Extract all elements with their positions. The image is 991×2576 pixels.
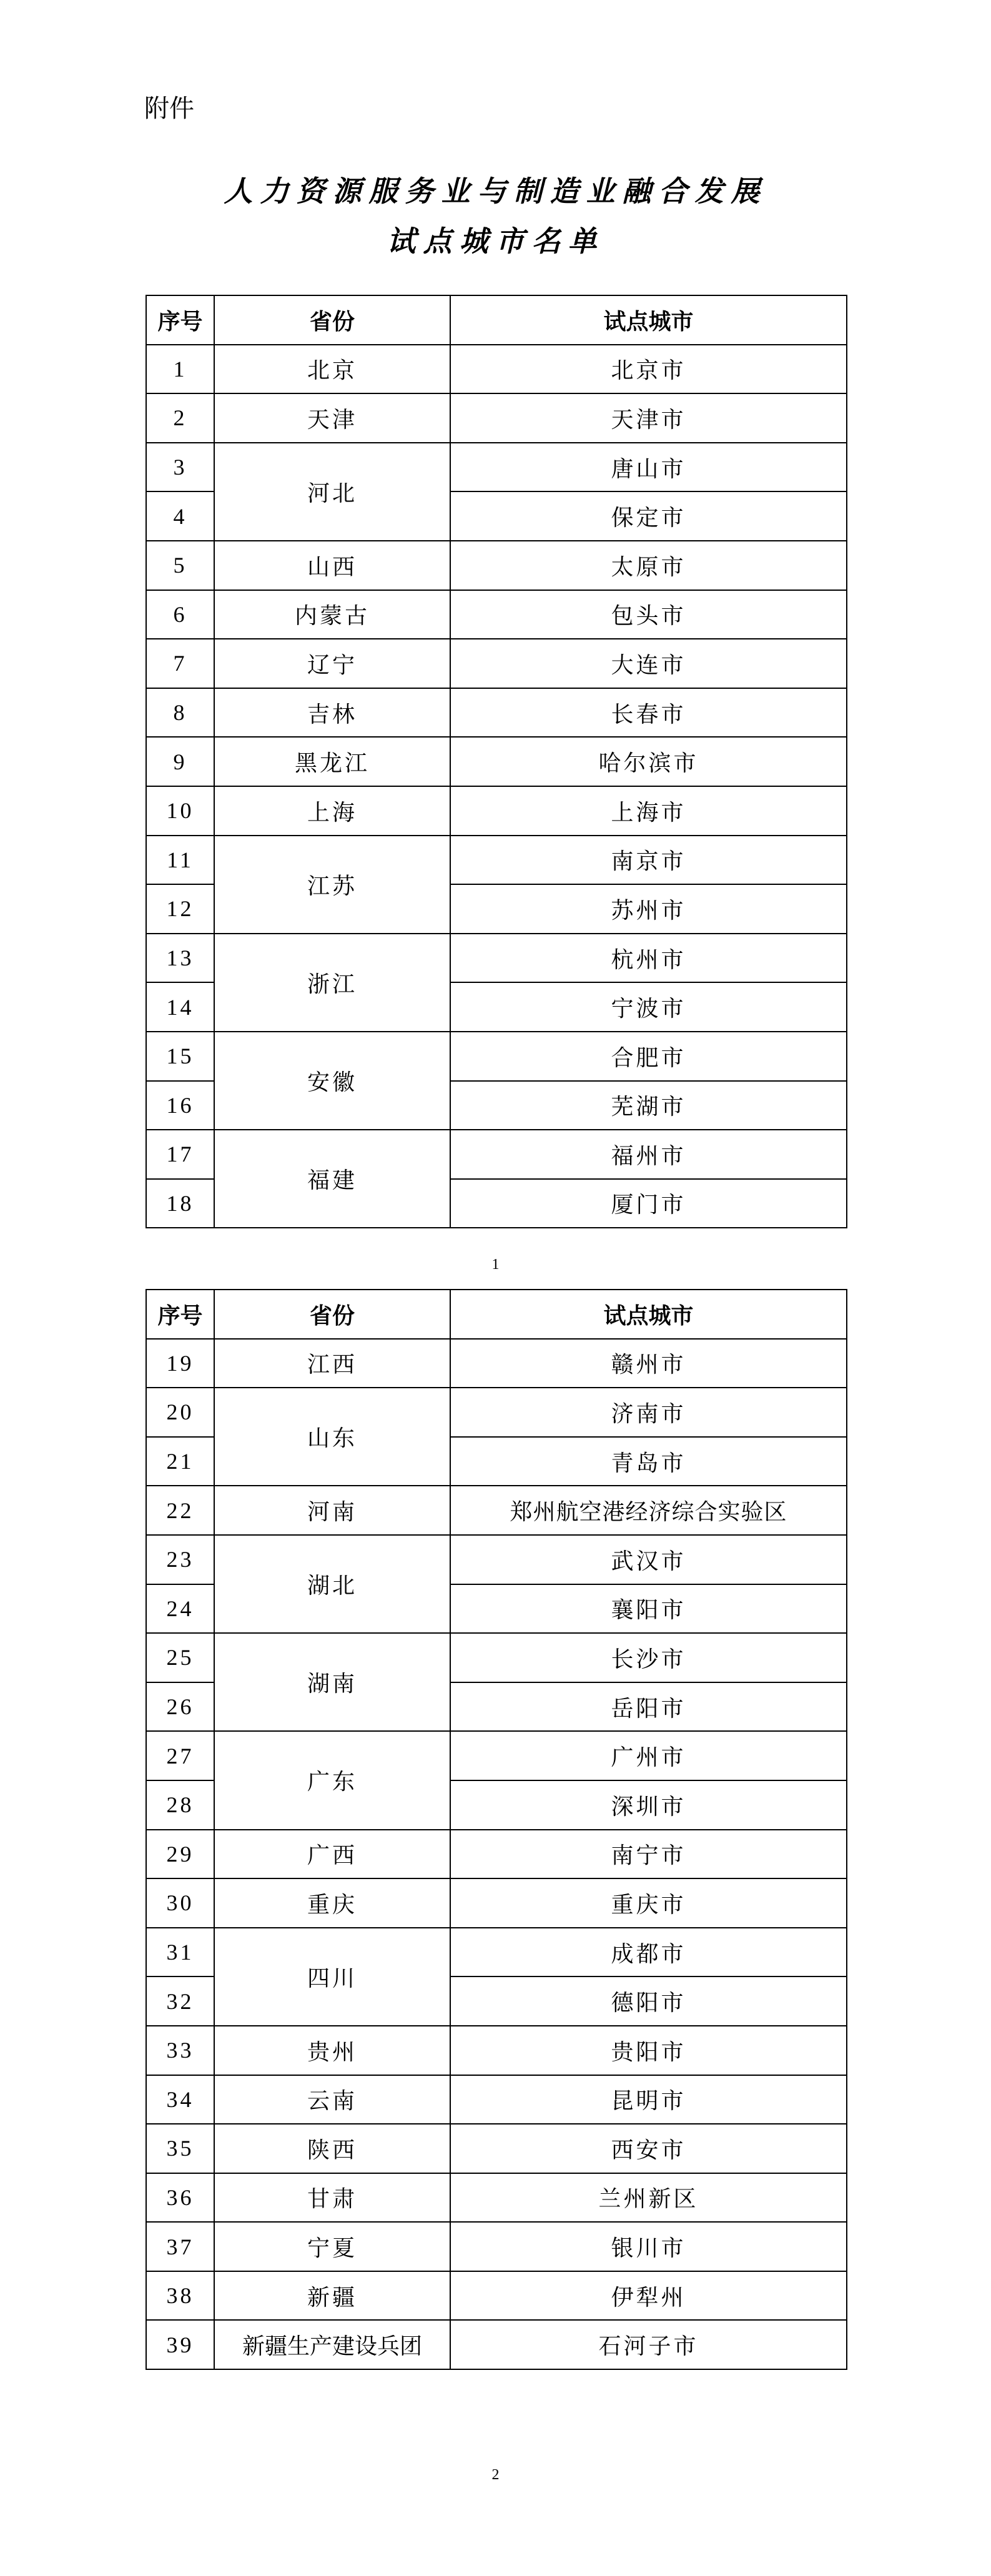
cell-index: 34 <box>146 2075 214 2124</box>
table-row <box>146 1339 847 1388</box>
cell-index: 28 <box>146 1780 214 1830</box>
cell-city: 大连市 <box>450 639 847 688</box>
cell-index: 35 <box>146 2124 214 2173</box>
cell-province: 安徽 <box>214 1032 450 1130</box>
cell-index: 30 <box>146 1878 214 1928</box>
cell-province: 河南 <box>214 1486 450 1535</box>
cell-city: 西安市 <box>450 2124 847 2173</box>
cell-index: 11 <box>146 836 214 885</box>
header-index: 序号 <box>146 295 214 345</box>
cell-province: 湖南 <box>214 1633 450 1731</box>
cell-index: 16 <box>146 1081 214 1130</box>
cell-province: 宁夏 <box>214 2222 450 2271</box>
table-row <box>146 688 847 738</box>
cell-city: 合肥市 <box>450 1032 847 1081</box>
cell-city: 福州市 <box>450 1130 847 1179</box>
cell-province: 甘肃 <box>214 2173 450 2223</box>
header-city: 试点城市 <box>450 1290 847 1339</box>
cell-city: 北京市 <box>450 345 847 394</box>
cell-index: 3 <box>146 443 214 492</box>
cell-city: 贵阳市 <box>450 2026 847 2075</box>
page-number: 1 <box>491 1256 500 1273</box>
cell-province: 陕西 <box>214 2124 450 2173</box>
cell-index: 8 <box>146 688 214 738</box>
table-row <box>146 345 847 394</box>
header-province: 省份 <box>214 295 450 345</box>
cell-province: 云南 <box>214 2075 450 2124</box>
cell-index: 36 <box>146 2173 214 2223</box>
cell-index: 33 <box>146 2026 214 2075</box>
cell-city: 厦门市 <box>450 1179 847 1228</box>
cell-city: 济南市 <box>450 1388 847 1437</box>
cell-index: 6 <box>146 590 214 639</box>
table-row <box>146 1731 847 1780</box>
cell-city: 昆明市 <box>450 2075 847 2124</box>
cell-index: 27 <box>146 1731 214 1780</box>
cell-index: 24 <box>146 1584 214 1634</box>
cell-province: 福建 <box>214 1130 450 1228</box>
table-row <box>146 1032 847 1081</box>
table-row <box>146 1928 847 1977</box>
cell-province: 江苏 <box>214 836 450 934</box>
table-body <box>146 1339 847 2369</box>
cell-province: 四川 <box>214 1928 450 2026</box>
cell-city: 长沙市 <box>450 1633 847 1682</box>
cell-province: 辽宁 <box>214 639 450 688</box>
cell-province: 北京 <box>214 345 450 394</box>
annex-label: 附件 <box>144 94 194 123</box>
cell-province: 江西 <box>214 1339 450 1388</box>
table-row <box>146 836 847 885</box>
cell-city: 广州市 <box>450 1731 847 1780</box>
cell-city: 重庆市 <box>450 1878 847 1928</box>
table-row <box>146 2222 847 2271</box>
cell-province: 内蒙古 <box>214 590 450 639</box>
table-row <box>146 737 847 786</box>
cell-province: 浙江 <box>214 934 450 1032</box>
table-row <box>146 1878 847 1928</box>
table-row <box>146 541 847 590</box>
cell-index: 4 <box>146 491 214 541</box>
cell-city: 哈尔滨市 <box>450 737 847 786</box>
table-row <box>146 2026 847 2075</box>
cell-city: 武汉市 <box>450 1535 847 1584</box>
cell-city: 德阳市 <box>450 1976 847 2026</box>
cell-index: 7 <box>146 639 214 688</box>
table-row <box>146 1486 847 1535</box>
table-row <box>146 1130 847 1179</box>
table-row <box>146 1535 847 1584</box>
cell-city: 太原市 <box>450 541 847 590</box>
cell-province: 广西 <box>214 1830 450 1879</box>
table-row <box>146 786 847 836</box>
cell-city: 保定市 <box>450 491 847 541</box>
cell-index: 2 <box>146 393 214 443</box>
cell-province: 广东 <box>214 1731 450 1829</box>
cell-index: 38 <box>146 2271 214 2321</box>
cell-index: 17 <box>146 1130 214 1179</box>
table-row <box>146 1633 847 1682</box>
table-header-row <box>146 295 847 345</box>
table-row <box>146 934 847 983</box>
table-row <box>146 2173 847 2223</box>
cell-province: 天津 <box>214 393 450 443</box>
cell-index: 5 <box>146 541 214 590</box>
pilot-city-table-page1 <box>145 295 847 1228</box>
table-row <box>146 1830 847 1879</box>
pilot-city-table-page2 <box>145 1289 847 2370</box>
cell-city: 杭州市 <box>450 934 847 983</box>
cell-index: 19 <box>146 1339 214 1388</box>
cell-city: 青岛市 <box>450 1437 847 1486</box>
cell-index: 31 <box>146 1928 214 1977</box>
cell-city: 南宁市 <box>450 1830 847 1879</box>
table-row <box>146 2075 847 2124</box>
cell-city: 苏州市 <box>450 884 847 934</box>
cell-province: 山西 <box>214 541 450 590</box>
header-city: 试点城市 <box>450 295 847 345</box>
cell-city: 芜湖市 <box>450 1081 847 1130</box>
cell-index: 10 <box>146 786 214 836</box>
cell-index: 39 <box>146 2320 214 2369</box>
cell-city: 天津市 <box>450 393 847 443</box>
cell-city: 银川市 <box>450 2222 847 2271</box>
cell-index: 23 <box>146 1535 214 1584</box>
cell-index: 21 <box>146 1437 214 1486</box>
page-number: 2 <box>491 2467 500 2483</box>
cell-province: 贵州 <box>214 2026 450 2075</box>
table-row <box>146 590 847 639</box>
cell-index: 13 <box>146 934 214 983</box>
table-body <box>146 345 847 1228</box>
cell-city: 上海市 <box>450 786 847 836</box>
cell-province: 黑龙江 <box>214 737 450 786</box>
cell-province: 吉林 <box>214 688 450 738</box>
cell-city: 赣州市 <box>450 1339 847 1388</box>
header-province: 省份 <box>214 1290 450 1339</box>
cell-city: 长春市 <box>450 688 847 738</box>
cell-city: 宁波市 <box>450 982 847 1032</box>
table-row <box>146 2124 847 2173</box>
cell-city: 成都市 <box>450 1928 847 1977</box>
cell-city: 伊犁州 <box>450 2271 847 2321</box>
cell-province: 新疆 <box>214 2271 450 2321</box>
cell-province: 新疆生产建设兵团 <box>214 2320 450 2369</box>
table-row <box>146 639 847 688</box>
table-row <box>146 1388 847 1437</box>
table-row <box>146 2271 847 2321</box>
cell-city: 襄阳市 <box>450 1584 847 1634</box>
cell-city: 岳阳市 <box>450 1682 847 1732</box>
cell-province: 山东 <box>214 1388 450 1486</box>
cell-city: 南京市 <box>450 836 847 885</box>
header-index: 序号 <box>146 1290 214 1339</box>
cell-province: 重庆 <box>214 1878 450 1928</box>
cell-city: 郑州航空港经济综合实验区 <box>450 1486 847 1535</box>
cell-index: 18 <box>146 1179 214 1228</box>
cell-index: 1 <box>146 345 214 394</box>
cell-index: 25 <box>146 1633 214 1682</box>
cell-index: 32 <box>146 1976 214 2026</box>
document-title-line1: 人力资源服务业与制造业融合发展 <box>224 174 767 208</box>
cell-city: 兰州新区 <box>450 2173 847 2223</box>
cell-province: 上海 <box>214 786 450 836</box>
cell-province: 湖北 <box>214 1535 450 1633</box>
cell-city: 唐山市 <box>450 443 847 492</box>
table-row <box>146 2320 847 2369</box>
cell-index: 14 <box>146 982 214 1032</box>
cell-province: 河北 <box>214 443 450 541</box>
cell-index: 37 <box>146 2222 214 2271</box>
cell-city: 深圳市 <box>450 1780 847 1830</box>
document-title-line2: 试点城市名单 <box>387 224 604 258</box>
table-row <box>146 393 847 443</box>
cell-index: 12 <box>146 884 214 934</box>
cell-city: 石河子市 <box>450 2320 847 2369</box>
cell-index: 22 <box>146 1486 214 1535</box>
cell-index: 9 <box>146 737 214 786</box>
table-row <box>146 443 847 492</box>
cell-index: 29 <box>146 1830 214 1879</box>
cell-index: 26 <box>146 1682 214 1732</box>
cell-index: 20 <box>146 1388 214 1437</box>
table-header-row <box>146 1290 847 1339</box>
cell-index: 15 <box>146 1032 214 1081</box>
cell-city: 包头市 <box>450 590 847 639</box>
